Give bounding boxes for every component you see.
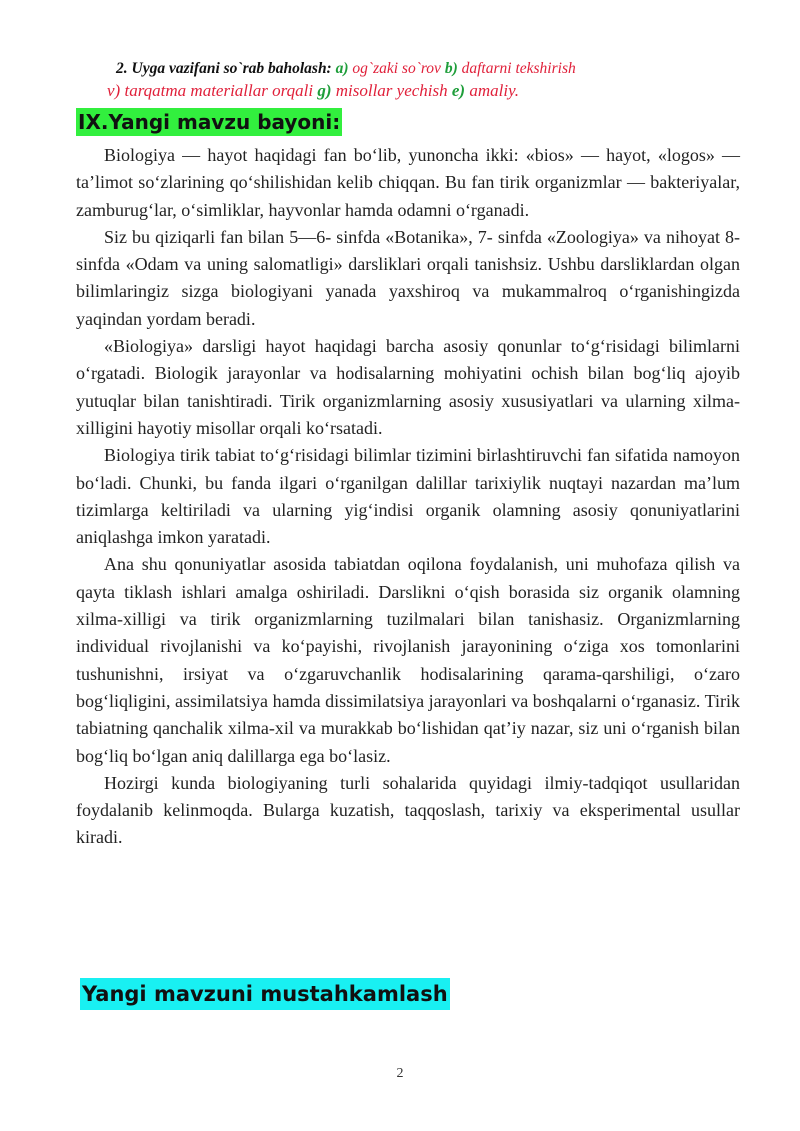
- section-heading-consolidation: Yangi mavzuni mustahkamlash: [80, 978, 450, 1010]
- paragraph-5: Ana shu qonuniyatlar asosida tabiatdan oqilona foydalanish, uni muhofaza qilish va qayta tiklash ishlari amalga oshiriladi. Darslikni o‘qish borasida siz organik olamning xilma-xilligi va tirik organizmlarning tuzilmalari bilan tanishasiz. Organizmlarning individual rivojlanishi va ko‘payishi, rivojlanish jarayonining o‘ziga xos tomonlarini tushunishni, irsiyat va o‘zgaruvchanlik hodisalarining qarama-qarshiligi, o‘zaro bog‘liqligini, assimilatsiya hamda dissimilatsiya jarayonlari va boshqalarni o‘rganasiz. Tirik tabiatning qanchalik xilma-xil va murakkab bo‘lishidan qat’iy nazar, siz uni o‘rganish bilan bog‘liq bo‘lgan aniq dalillarga ega bo‘lasiz.: [76, 554, 740, 766]
- option-a-text: og`zaki so`rov: [352, 60, 441, 77]
- option-v-letter: v): [107, 81, 121, 100]
- assessment-line-2: [107, 79, 800, 103]
- paragraph-4: Biologiya tirik tabiat to‘g‘risidagi bilimlar tizimini birlashtiruvchi fan sifatida namoyon bo‘ladi. Chunki, bu fanda ilgari o‘rganilgan dalillar tarixiylik nuqtayi nazardan ma’lum tizimlarga keltiriladi va ularning yig‘indisi organik olamning asosiy qonuniyatlarini aniqlashga imkon yaratadi.: [76, 445, 740, 548]
- section-heading-new-topic: IX.Yangi mavzu bayoni:: [78, 110, 341, 134]
- assessment-line-1: [116, 58, 800, 79]
- option-g-letter: g): [317, 81, 332, 100]
- option-b-text: daftarni tekshirish: [461, 60, 576, 77]
- paragraph-6: Hozirgi kunda biologiyaning turli sohalarida quyidagi ilmiy-tadqiqot usullaridan foydalanib kelinmoqda. Bularga kuzatish, taqqoslash, tarixiy va eksperimental usullar kiradi.: [76, 772, 740, 848]
- page-number: 2: [396, 1066, 404, 1081]
- paragraph-2: Siz bu qiziqarli fan bilan 5—6- sinfda «Botanika», 7- sinfda «Zoologiya» va nihoyat 8- sinfda «Odam va uning salomatligi» darsliklari orqali tanishsiz. Ushbu darsliklardan olgan bilimlaringiz sizga biologiyani yanada yaxshiroq va mukammalroq o‘rganishingizda yaqindan yordam beradi.: [76, 226, 740, 329]
- paragraph-3: «Biologiya» darsligi hayot haqidagi barcha asosiy qonunlar to‘g‘risidagi bilimlarni o‘rgatadi. Biologik jarayonlar va hodisalarning mohiyatini ochish bilan bog‘liq ajoyib yutuqlar bilan tanishtiradi. Tirik organizmlarning asosiy xususiyatlari va ularning xilma-xilligini hayotiy misollar orqali ko‘rsatadi.: [76, 336, 740, 438]
- option-e-text: amaliy.: [469, 81, 519, 100]
- paragraph-1: Biologiya — hayot haqidagi fan bo‘lib, yunoncha ikki: «bios» — hayot, «logos» — ta’limot so‘zlarining qo‘shilishidan kelib chiqqan. Bu fan tirik organizmlar — bakteriyalar, zamburug‘lar, o‘simliklar, hayvonlar hamda odamni o‘rganadi.: [76, 145, 740, 220]
- option-v-text: tarqatma materiallar orqali: [124, 81, 314, 100]
- homework-assessment: [0, 58, 800, 103]
- lesson-body: [76, 142, 740, 852]
- assessment-label: 2. Uyga vazifani so`rab baholash:: [116, 60, 332, 77]
- option-e-letter: e): [451, 81, 466, 100]
- option-g-text: misollar yechish: [335, 81, 448, 100]
- option-a-letter: a): [335, 60, 349, 77]
- option-b-letter: b): [444, 60, 458, 77]
